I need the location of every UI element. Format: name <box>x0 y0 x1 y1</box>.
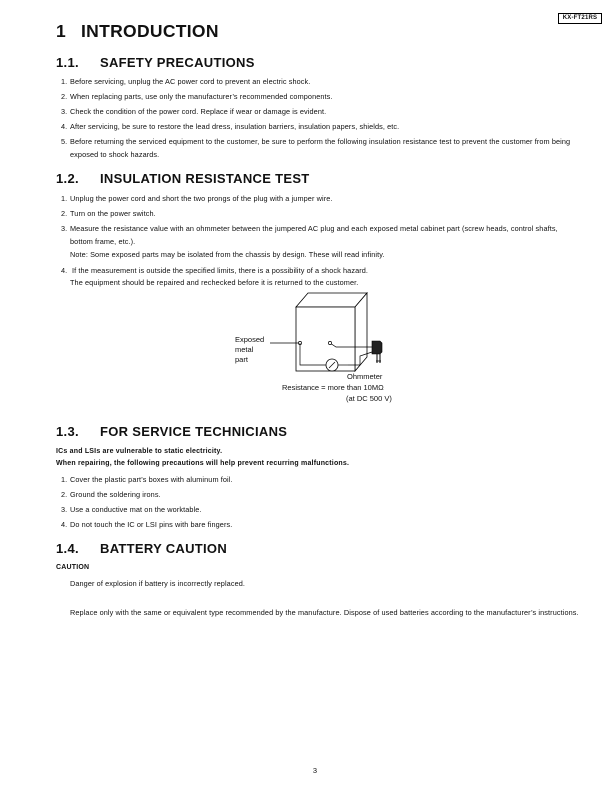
figure-label-dc: (at DC 500 V) <box>346 394 392 403</box>
list-item <box>61 488 581 501</box>
cabinet-side <box>355 293 367 371</box>
chapter-number: 1 <box>56 21 67 41</box>
section-title: INSULATION RESISTANCE TEST <box>100 171 310 186</box>
section-heading-battery <box>56 541 227 556</box>
section-number: 1.3. <box>56 424 79 439</box>
item-number: 4. <box>61 122 68 131</box>
item-text: Check the condition of the power cord. Replace if wear or damage is evident. <box>70 107 327 116</box>
list-item <box>61 503 581 516</box>
item-text: Do not touch the IC or LSI pins with bare fingers. <box>70 520 233 529</box>
item-number: 2. <box>61 209 68 218</box>
item-continuation: The equipment should be repaired and rechecked before it is returned to the customer. <box>70 278 359 287</box>
item-text: Ground the soldering irons. <box>70 490 161 499</box>
item-number: 3. <box>61 224 68 233</box>
bold-warning-repair: When repairing, the following precautions will help prevent recurring malfunctions. <box>56 460 350 467</box>
item-text: Before servicing, unplug the AC power cord to prevent an electric shock. <box>70 77 311 86</box>
bold-warning-ics: ICs and LSIs are vulnerable to static electricity. <box>56 448 223 455</box>
item-number: 1. <box>61 475 68 484</box>
section-number: 1.2. <box>56 171 79 186</box>
item-text: If the measurement is outside the specified limits, there is a possibility of a shock hazard. <box>72 266 369 275</box>
caution-label: CAUTION <box>56 564 90 571</box>
section-title: BATTERY CAUTION <box>100 541 228 556</box>
item-text: Before returning the serviced equipment to the customer, be sure to perform the following insulation resistance test to prevent the customer from being exposed to shock hazards. <box>70 137 571 159</box>
item-number: 3. <box>61 505 68 514</box>
battery-replace-text: Replace only with the same or equivalent type recommended by the manufacture. Dispose of used batteries according to the manufacturer’s instructions. <box>70 608 579 617</box>
ac-plug-icon <box>372 341 382 354</box>
cord-entry-point <box>328 341 331 344</box>
section-title: FOR SERVICE TECHNICIANS <box>100 424 288 439</box>
item-number: 4. <box>61 520 68 529</box>
section-title: SAFETY PRECAUTIONS <box>100 55 255 70</box>
chapter-title: INTRODUCTION <box>81 21 219 41</box>
item-text: After servicing, be sure to restore the lead dress, insulation barriers, insulation papers, shields, etc. <box>70 122 400 131</box>
item-number: 2. <box>61 490 68 499</box>
item-number: 1. <box>61 194 68 203</box>
item-text: Measure the resistance value with an ohmmeter between the jumpered AC plug and each exposed metal cabinet part (screw heads, control shafts, bottom frame, etc.). <box>70 224 558 246</box>
item-text: Unplug the power cord and short the two prongs of the plug with a jumper wire. <box>70 194 333 203</box>
note-text: Note: Some exposed parts may be isolated from the chassis by design. These will read infinity. <box>70 250 385 259</box>
figure-label-metal: metal <box>235 345 254 354</box>
model-number-tag: KX-FT21RS <box>558 13 602 24</box>
item-number: 5. <box>61 137 68 146</box>
item-text: Use a conductive mat on the worktable. <box>70 505 202 514</box>
section-heading-technicians <box>56 424 287 439</box>
item-text: When replacing parts, use only the manufacturer’s recommended components. <box>70 92 333 101</box>
section-number: 1.4. <box>56 541 79 556</box>
item-number: 2. <box>61 92 68 101</box>
item-text: Cover the plastic part’s boxes with aluminum foil. <box>70 475 233 484</box>
item-number: 4. <box>61 266 68 275</box>
list-item <box>61 473 581 486</box>
section-number: 1.1. <box>56 55 79 70</box>
list-item <box>61 518 581 531</box>
figure-label-resistance: Resistance = more than 10MΩ <box>282 383 384 392</box>
page-number: 3 <box>312 766 318 775</box>
figure-label-exposed: Exposed <box>235 335 265 344</box>
item-number: 1. <box>61 77 68 86</box>
item-text: Turn on the power switch. <box>70 209 156 218</box>
figure-label-ohmmeter: Ohmmeter <box>347 372 383 381</box>
figure-label-part: part <box>235 355 248 364</box>
battery-danger-text: Danger of explosion if battery is incorrectly replaced. <box>70 579 246 588</box>
item-number: 3. <box>61 107 68 116</box>
cabinet-front <box>296 307 355 371</box>
